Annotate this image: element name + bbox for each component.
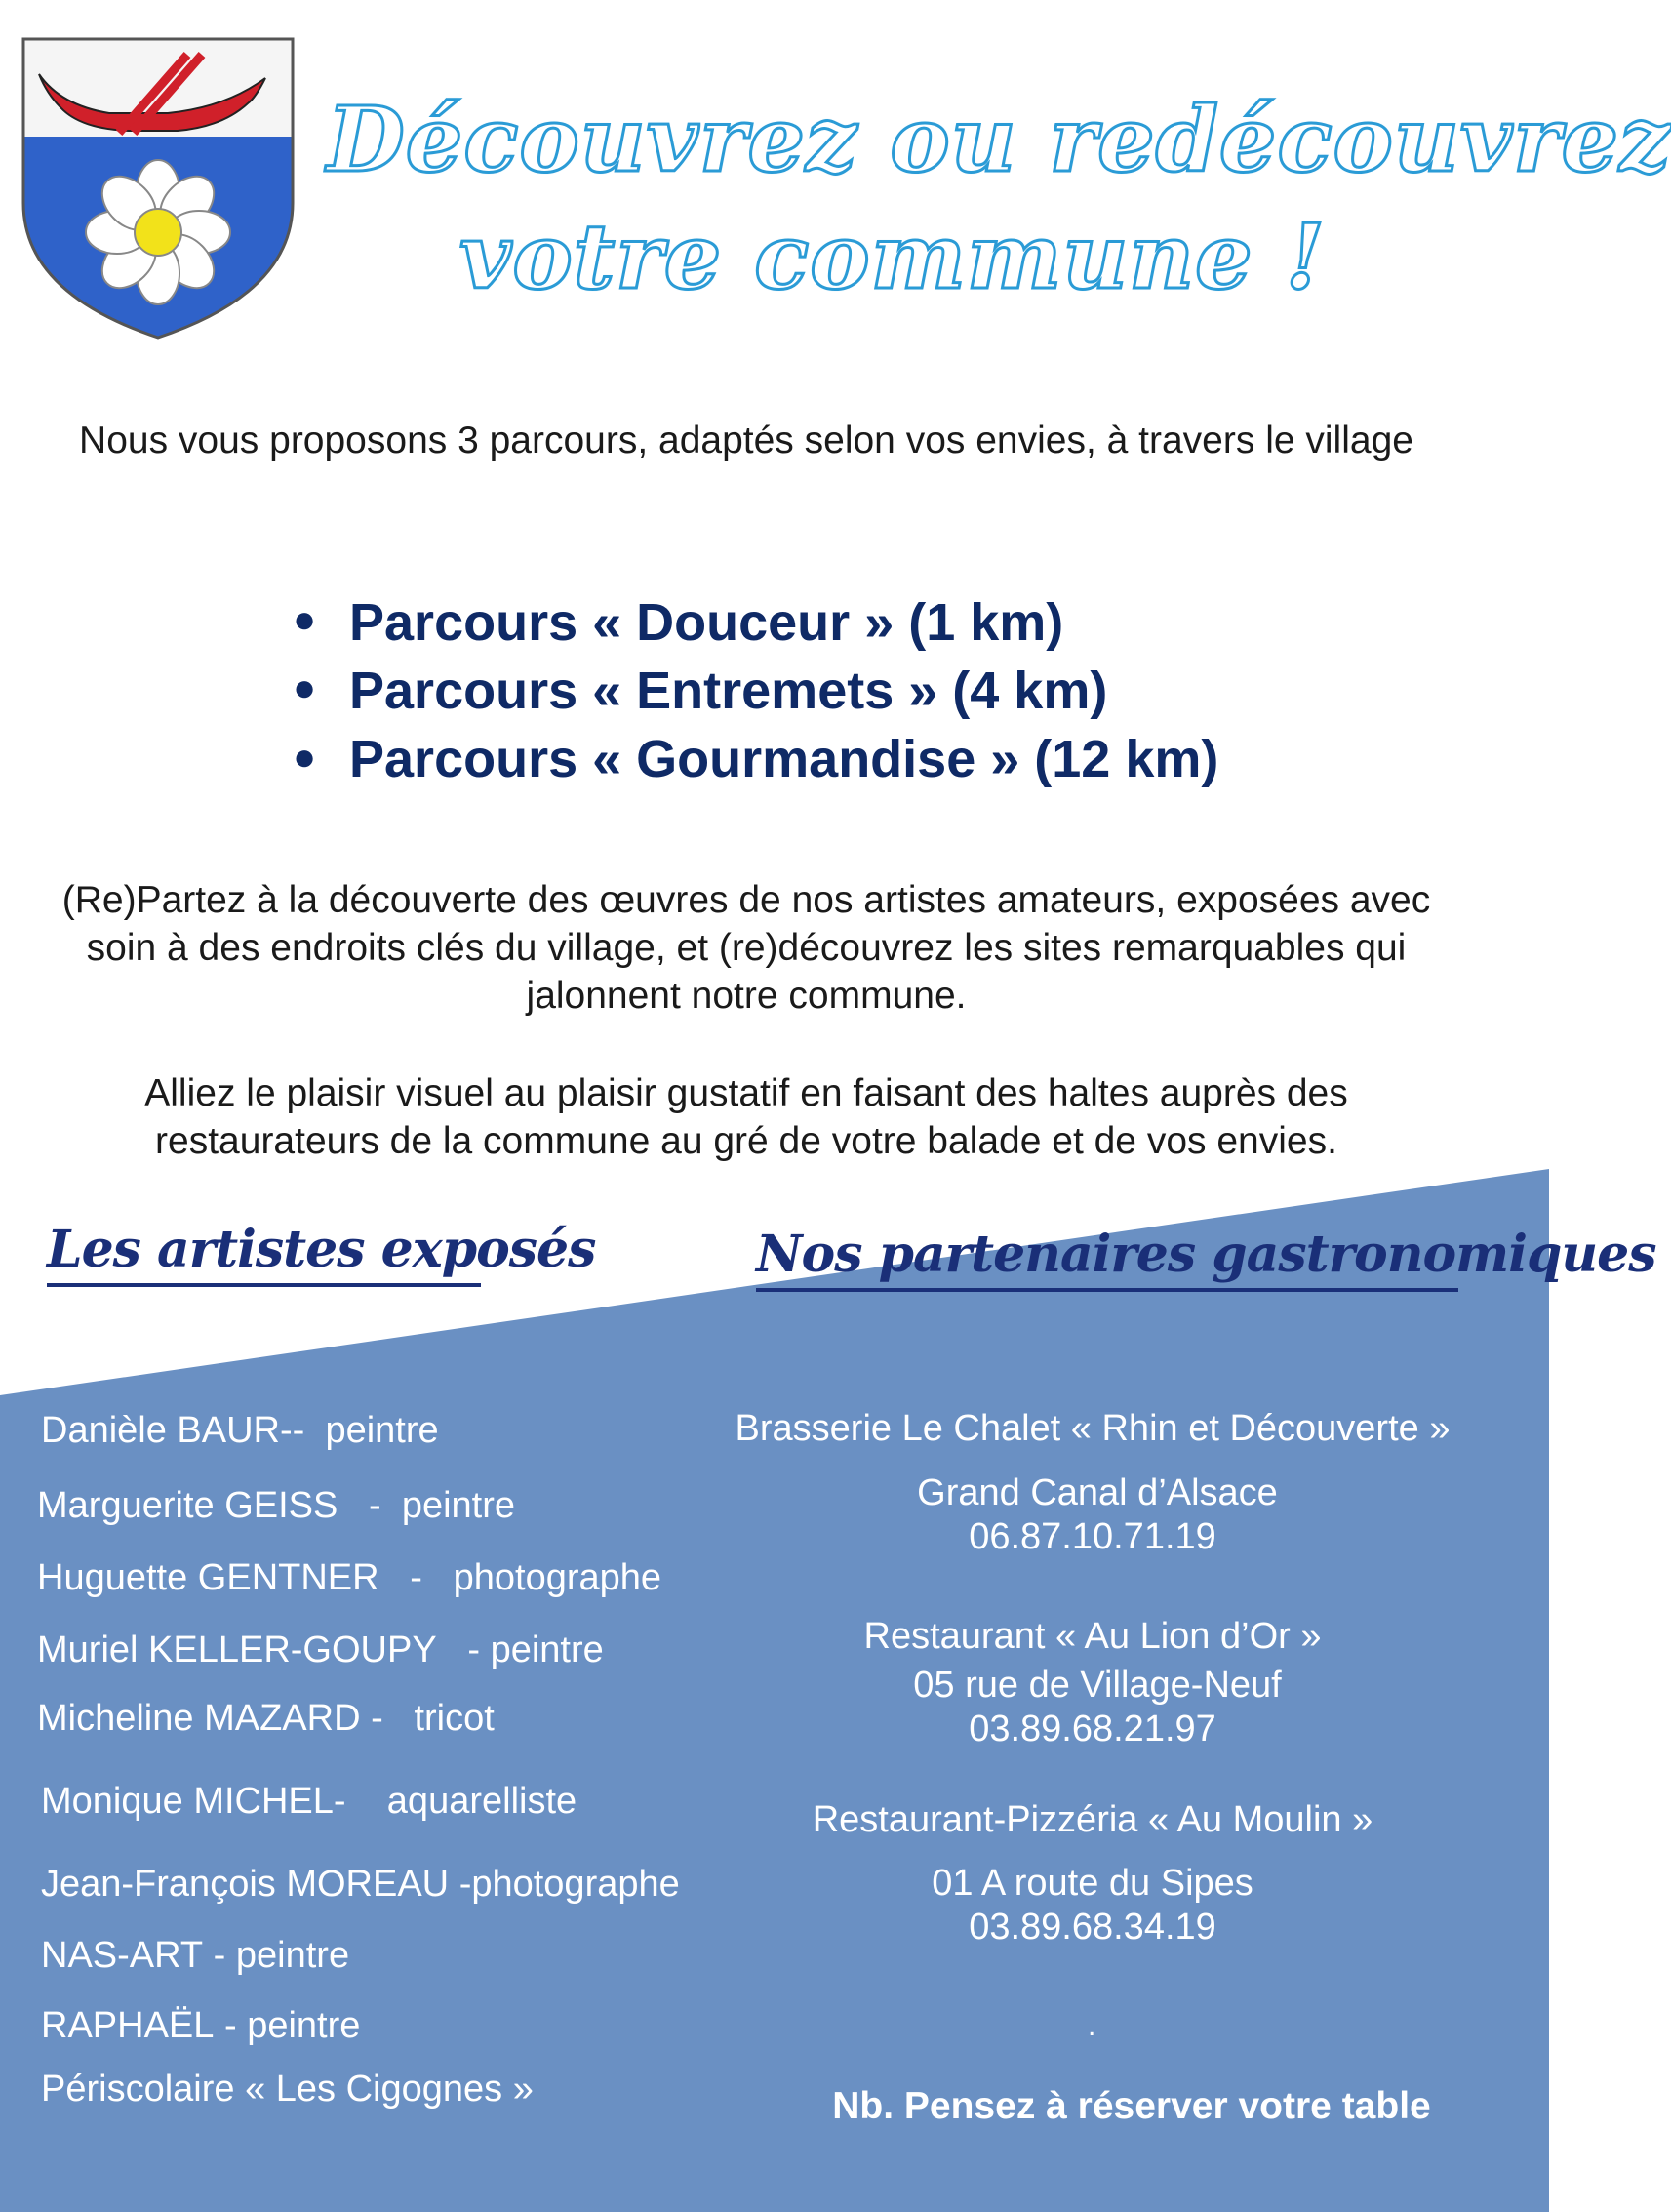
route-label: Parcours « Douceur » (1 km) <box>349 593 1064 652</box>
artist-item <box>41 1864 680 1906</box>
artists-heading: Les artistes exposés <box>47 1220 481 1287</box>
artist-separator: - <box>213 1935 226 1976</box>
artist-separator: - <box>333 1781 346 1822</box>
artist-item <box>37 1557 661 1599</box>
artist-name: Danièle BAUR <box>41 1410 280 1451</box>
intro-text: Nous vous proposons 3 parcours, adaptés selon vos envies, à travers le village <box>79 420 1413 462</box>
artist-name: Muriel KELLER-GOUPY <box>37 1629 437 1670</box>
artist-name: RAPHAËL <box>41 2005 215 2046</box>
partner-name: Restaurant-Pizzéria « Au Moulin » <box>812 1799 1373 1840</box>
artist-role: peintre <box>235 1935 350 1976</box>
route-item <box>293 590 1218 659</box>
route-item <box>293 659 1218 727</box>
partner-address: Grand Canal d’Alsace <box>917 1472 1278 1513</box>
discover-paragraph: (Re)Partez à la découverte des œuvres de nos artistes amateurs, exposées avec soin à des endroits clés du village, et (re)découvrez les sites remarquables qui jalonnent notre commune. <box>61 879 1431 1017</box>
artist-name: Marguerite GEISS <box>37 1485 338 1526</box>
artist-role: photographe <box>471 1864 680 1905</box>
partner-name: Brasserie Le Chalet « Rhin et Découverte » <box>735 1408 1451 1449</box>
artist-item <box>37 1485 515 1527</box>
partners-heading: Nos partenaires gastronomiques <box>756 1225 1458 1292</box>
artist-item <box>37 1698 495 1740</box>
reservation-note: Nb. Pensez à réserver votre table <box>832 2085 1431 2127</box>
partner-phone: 03.89.68.21.97 <box>969 1709 1216 1749</box>
title-line-2: votre commune ! <box>458 204 1327 309</box>
title-line-1: Découvrez ou redécouvrez <box>327 87 1671 192</box>
artist-item <box>41 2005 360 2047</box>
artist-role: tricot <box>414 1698 495 1739</box>
coat-of-arms-icon <box>21 37 295 340</box>
artist-separator: - <box>458 1864 472 1905</box>
artist-name: Huguette GENTNER <box>37 1557 379 1598</box>
artist-role: photographe <box>453 1557 662 1598</box>
artist-separator: - <box>371 1698 383 1739</box>
artist-item <box>41 1781 577 1823</box>
artist-item <box>37 1629 604 1671</box>
artist-separator: -- <box>280 1410 305 1451</box>
combine-paragraph: Alliez le plaisir visuel au plaisir gustatif en faisant des haltes auprès des restaurateurs de la commune au gré de votre balade et de vos envies. <box>144 1072 1348 1162</box>
separator-dot: . <box>1088 2010 1096 2042</box>
partner-phone: 03.89.68.34.19 <box>969 1907 1216 1948</box>
bullet-icon: ● <box>293 735 317 779</box>
bullet-icon: ● <box>293 598 317 642</box>
artist-name: NAS-ART <box>41 1935 204 1976</box>
artist-role: peintre <box>490 1629 604 1670</box>
partner-address: 05 rue de Village-Neuf <box>913 1665 1282 1706</box>
artist-name: Micheline MAZARD <box>37 1698 361 1739</box>
partner-phone: 06.87.10.71.19 <box>969 1516 1216 1557</box>
route-label: Parcours « Gourmandise » (12 km) <box>349 730 1219 789</box>
partner-name: Restaurant « Au Lion d’Or » <box>863 1616 1322 1657</box>
bullet-icon: ● <box>293 666 317 710</box>
artist-separator: - <box>410 1557 422 1598</box>
artist-item <box>41 1935 349 1977</box>
route-item <box>293 727 1218 795</box>
routes-list <box>293 590 1218 796</box>
artist-item <box>41 1410 439 1452</box>
artist-name: Périscolaire « Les Cigognes » <box>41 2069 534 2110</box>
route-label: Parcours « Entremets » (4 km) <box>349 662 1108 721</box>
artist-separator: - <box>223 2005 237 2046</box>
artist-name: Monique MICHEL <box>41 1781 334 1822</box>
artist-item <box>41 2069 534 2111</box>
artist-role: peintre <box>401 1485 516 1526</box>
artist-separator: - <box>369 1485 381 1526</box>
partner-address: 01 A route du Sipes <box>932 1863 1253 1904</box>
artist-role: peintre <box>247 2005 361 2046</box>
artist-name: Jean-François MOREAU <box>41 1864 450 1905</box>
artist-separator: - <box>467 1629 481 1670</box>
artist-role: peintre <box>325 1410 439 1451</box>
artist-role: aquarelliste <box>386 1781 577 1822</box>
